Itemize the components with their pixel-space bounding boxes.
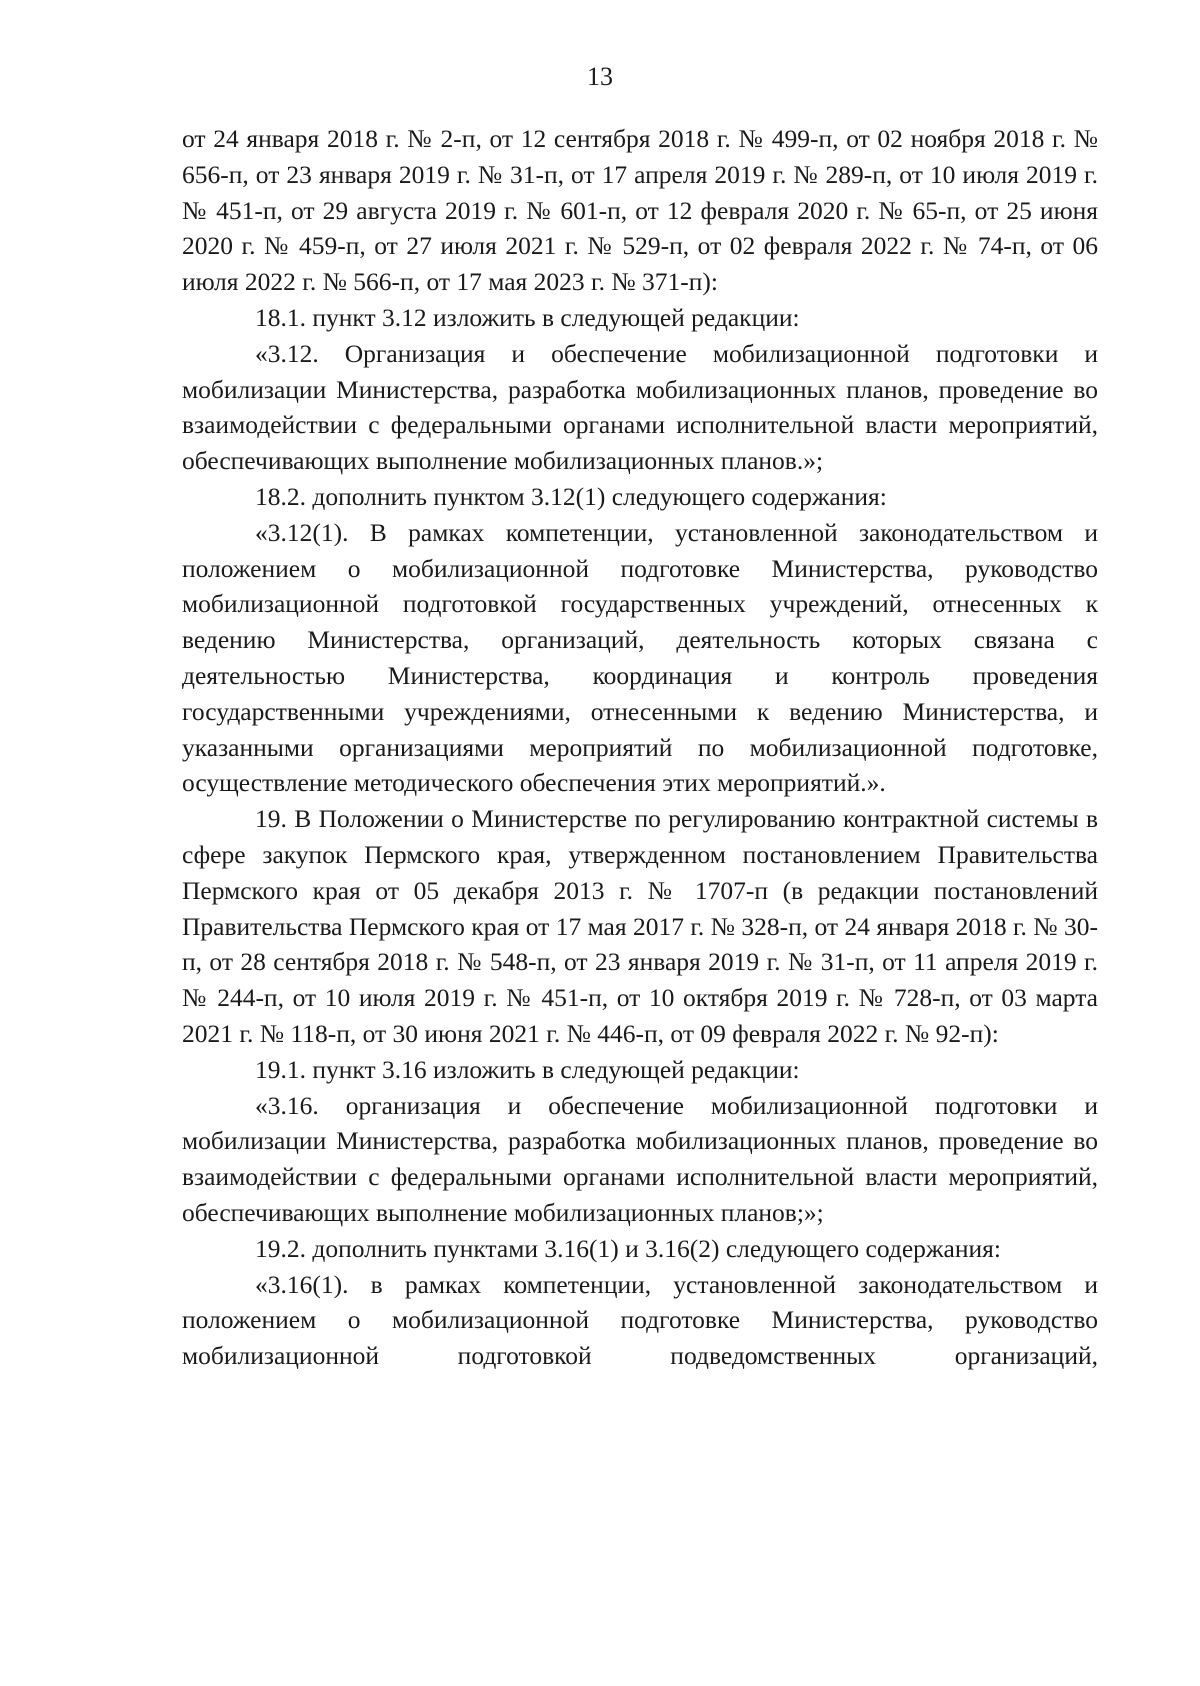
paragraph-18-2: 18.2. дополнить пунктом 3.12(1) следующего содержания: <box>255 481 887 511</box>
paragraph-19-2: 19.2. дополнить пунктами 3.16(1) и 3.16(2) следующего содержания: <box>255 1233 1001 1263</box>
paragraph-quote-3-16-1: «3.16(1). в рамках компетенции, установленной законодательством и положением о мобилизационной подготовке Министерства, руководство мобилизационной подготовкой подведомственных организаций, <box>182 1269 1098 1371</box>
paragraph-19: 19. В Положении о Министерстве по регулированию контрактной системы в сфере закупок Пермского края, утвержденном постановлением Правительства Пермского края от 05 декабря 2013 г. № 1707-п (в редакции постановлений Правительства Пермского края от 17 мая 2017 г. № 328-п, от 24 января 2018 г. № 30-п, от 28 сентября 2018 г. № 548-п, от 23 января 2019 г. № 31-п, от 11 апреля 2019 г. № 244-п, от 10 июля 2019 г. № 451-п, от 10 октября 2019 г. № 728-п, от 03 марта 2021 г. № 118-п, от 30 июня 2021 г. № 446-п, от 09 февраля 2022 г. № 92-п): <box>182 804 1098 1048</box>
paragraph-18-1: 18.1. пункт 3.12 изложить в следующей редакции: <box>255 302 800 332</box>
paragraph-quote-3-12-1: «3.12(1). В рамках компетенции, установленной законодательством и положением о мобилизационной подготовке Министерства, руководство мобилизационной подготовкой государственных учреждений, отнесенных к ведению Министерства, организаций, деятельность которых связана с деятельностью Министерства, координация и контроль проведения государственными учреждениями, отнесенными к ведению Министерства, и указанными организациями мероприятий по мобилизационной подготовке, осуществление методического обеспечения этих мероприятий.». <box>182 517 1098 798</box>
paragraph-quote-3-12: «3.12. Организация и обеспечение мобилизационной подготовки и мобилизации Министерства, разработка мобилизационных планов, проведение во взаимодействии с федеральными органами исполнительной власти мероприятий, обеспечивающих выполнение мобилизационных планов.»; <box>182 338 1098 476</box>
page-number: 13 <box>587 62 613 91</box>
paragraph-19-1: 19.1. пункт 3.16 изложить в следующей редакции: <box>255 1054 800 1084</box>
paragraph-quote-3-16: «3.16. организация и обеспечение мобилизационной подготовки и мобилизации Министерства, разработка мобилизационных планов, проведение во взаимодействии с федеральными органами исполнительной власти мероприятий, обеспечивающих выполнение мобилизационных планов;»; <box>182 1090 1098 1227</box>
paragraph-amendment-list-continuation: от 24 января 2018 г. № 2-п, от 12 сентября 2018 г. № 499-п, от 02 ноября 2018 г. № 656-п, от 23 января 2019 г. № 31-п, от 17 апреля 2019 г. № 289-п, от 10 июля 2019 г. № 451-п, от 29 августа 2019 г. № 601-п, от 12 февраля 2020 г. № 65-п, от 25 июня 2020 г. № 459-п, от 27 июля 2021 г. № 529-п, от 02 февраля 2022 г. № 74-п, от 06 июля 2022 г. № 566-п, от 17 мая 2023 г. № 371-п): <box>182 124 1098 297</box>
document-body <box>182 121 1098 1374</box>
